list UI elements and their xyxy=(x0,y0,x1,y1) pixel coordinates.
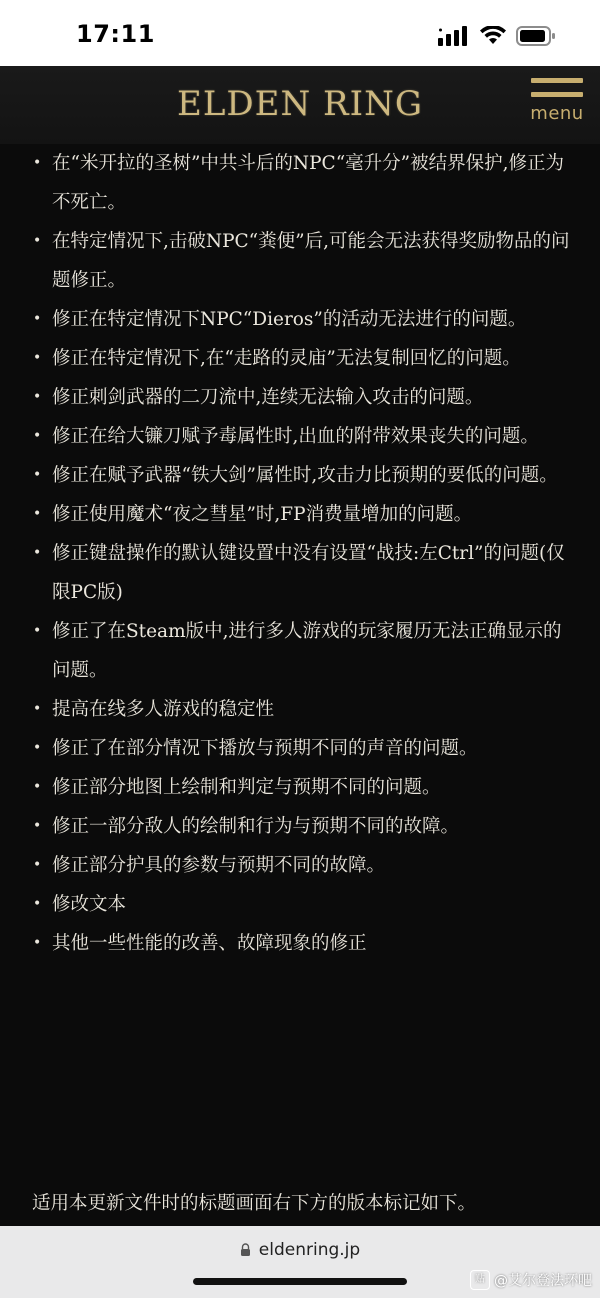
version-note-text: 适用本更新文件时的标题画面右下方的版本标记如下。 xyxy=(32,1193,477,1214)
home-indicator[interactable] xyxy=(193,1278,407,1285)
menu-label: menu xyxy=(530,103,584,124)
list-item: • 在“米开拉的圣树”中共斗后的NPC“毫升分”被结界保护,修正为不死亡。 xyxy=(0,144,600,222)
elden-ring-logo[interactable]: ELDEN RING xyxy=(177,84,423,124)
site-header xyxy=(0,66,600,144)
hamburger-icon xyxy=(531,78,583,83)
list-item: • 修正在赋予武器“铁大剑”属性时,攻击力比预期的要低的问题。 xyxy=(0,456,600,495)
hamburger-icon-bar xyxy=(531,92,583,97)
patch-notes-content xyxy=(0,144,600,1226)
cellular-signal-icon xyxy=(438,26,470,46)
wifi-icon xyxy=(480,26,506,46)
list-item: • 修正了在部分情况下播放与预期不同的声音的问题。 xyxy=(0,729,600,768)
lock-icon xyxy=(240,1243,251,1256)
list-item: • 其他一些性能的改善、故障现象的修正 xyxy=(0,924,600,963)
list-item: • 修正了在Steam版中,进行多人游戏的玩家履历无法正确显示的问题。 xyxy=(0,612,600,690)
battery-icon xyxy=(516,26,556,46)
list-item: • 在特定情况下,击破NPC“粪便”后,可能会无法获得奖励物品的问题修正。 xyxy=(0,222,600,300)
tieba-logo-icon: 贴 xyxy=(470,1270,490,1290)
list-item: • 修正在特定情况下,在“走路的灵庙”无法复制回忆的问题。 xyxy=(0,339,600,378)
address-bar[interactable] xyxy=(0,1240,600,1260)
list-item: • 修正一部分敌人的绘制和行为与预期不同的故障。 xyxy=(0,807,600,846)
browser-bottom-bar xyxy=(0,1226,600,1298)
watermark xyxy=(470,1270,592,1290)
watermark-text: @艾尔登法环吧 xyxy=(494,1273,592,1289)
list-item: • 修正在特定情况下NPC“Dieros”的活动无法进行的问题。 xyxy=(0,300,600,339)
status-time: 17:11 xyxy=(76,20,155,48)
list-item: • 修改文本 xyxy=(0,885,600,924)
list-item: • 修正使用魔术“夜之彗星”时,FP消费量增加的问题。 xyxy=(0,495,600,534)
status-icons xyxy=(438,22,556,50)
list-item: • 修正刺剑武器的二刀流中,连续无法输入攻击的问题。 xyxy=(0,378,600,417)
list-item: • 修正在给大镰刀赋予毒属性时,出血的附带效果丧失的问题。 xyxy=(0,417,600,456)
menu-button[interactable] xyxy=(528,78,586,134)
url-text: eldenring.jp xyxy=(258,1240,361,1260)
list-item: • 修正部分地图上绘制和判定与预期不同的问题。 xyxy=(0,768,600,807)
patch-notes-list xyxy=(0,144,600,963)
list-item: • 修正键盘操作的默认键设置中没有设置“战技:左Ctrl”的问题(仅限PC版) xyxy=(0,534,600,612)
list-item: • 提高在线多人游戏的稳定性 xyxy=(0,690,600,729)
list-item: • 修正部分护具的参数与预期不同的故障。 xyxy=(0,846,600,885)
status-bar xyxy=(0,0,600,66)
